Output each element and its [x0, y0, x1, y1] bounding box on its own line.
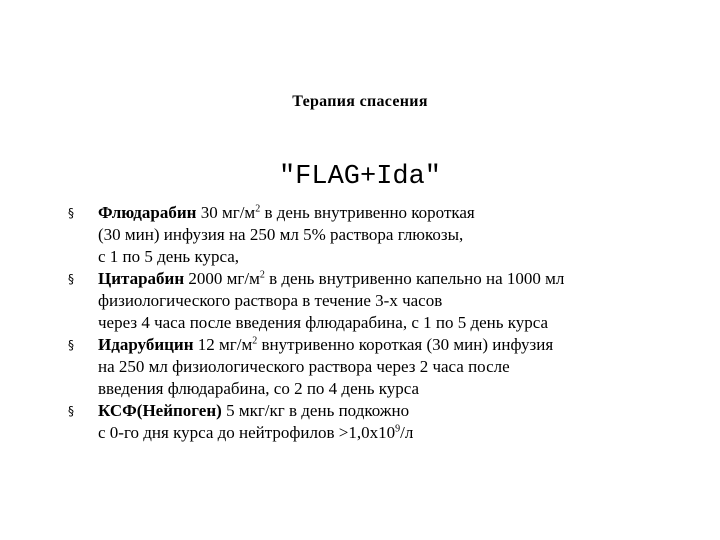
superscript: 2 [259, 269, 265, 281]
dose-text: 30 мг/м [196, 203, 256, 222]
item-line-3: введения флюдарабина, со 2 по 4 день курса [98, 379, 420, 398]
dose-text: 5 мкг/кг в день подкожно [221, 401, 410, 420]
bullet-icon: § [68, 404, 74, 418]
item-line-2: на 250 мл физиологического раствора через 2 часа после [98, 357, 510, 376]
item-line-2 [98, 422, 708, 444]
list-item-cytarabine [68, 268, 708, 334]
dose-text-end: внутривенно короткая (30 мин) инфузия [257, 335, 554, 354]
drug-name: Флюдарабин [98, 203, 197, 222]
regimen-name: "FLAG+Ida" [278, 162, 442, 192]
drug-name: КСФ(Нейпоген) [98, 401, 222, 420]
item-line-3: через 4 часа после введения флюдарабина, с 1 по 5 день курса [98, 313, 549, 332]
bullet-icon: § [68, 272, 74, 286]
list-item-fludarabine [68, 202, 708, 268]
drug-name: Цитарабин [98, 269, 185, 288]
list-item-idarubicin [68, 334, 708, 400]
item-line-2: (30 мин) инфузия на 250 мл 5% раствора глюкозы, [98, 225, 464, 244]
superscript: 9 [395, 423, 401, 435]
bullet-icon: § [68, 206, 74, 220]
dose-text-end: в день внутривенно капельно на 1000 мл [264, 269, 565, 288]
list-item-gcsf [68, 400, 708, 444]
dose-text: 2000 мг/м [184, 269, 260, 288]
superscript: 2 [252, 335, 258, 347]
superscript: 2 [255, 203, 261, 215]
dose-text: 12 мг/м [193, 335, 253, 354]
dose-text-end: /л [400, 423, 414, 442]
bullet-icon: § [68, 338, 74, 352]
item-line-1 [98, 334, 708, 356]
item-line-1 [98, 202, 708, 224]
regimen-list [68, 202, 708, 444]
item-line-1 [98, 268, 708, 290]
drug-name: Идарубицин [98, 335, 194, 354]
dose-text: с 0-го дня курса до нейтрофилов >1,0х10 [98, 423, 396, 442]
slide-title: Терапия спасения [292, 93, 428, 110]
item-line-2: физиологического раствора в течение 3-х часов [98, 291, 443, 310]
item-line-3: с 1 по 5 день курса, [98, 247, 240, 266]
dose-text-end: в день внутривенно короткая [260, 203, 475, 222]
item-line-1 [98, 400, 708, 422]
